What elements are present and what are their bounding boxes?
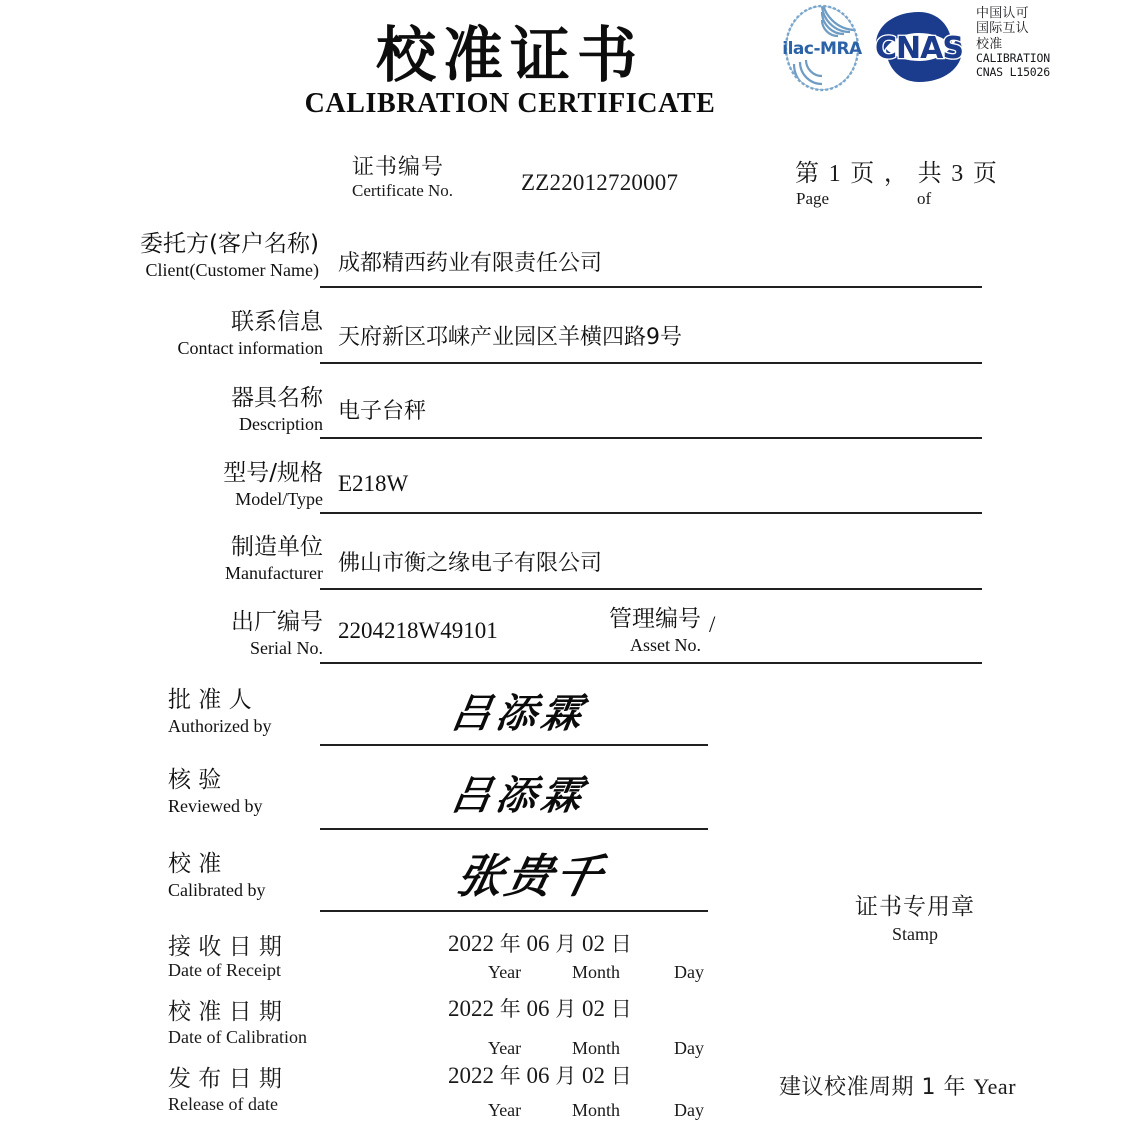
field-rule-serial: [320, 662, 982, 664]
certificate-no-label-en: Certificate No.: [352, 181, 454, 201]
field-label-description: [63, 386, 323, 434]
field-label-manufacturer: [63, 535, 323, 583]
field-label-description-cn: 器具名称: [231, 385, 323, 411]
date-calibration-month-unit: 月: [555, 997, 577, 1021]
date-receipt-year-unit: 年: [499, 932, 521, 956]
date-calibration-unit-month-en: Month: [572, 1038, 621, 1058]
field-label-manufacturer-cn: 制造单位: [231, 534, 323, 560]
date-receipt-unit-day-en: Day: [674, 962, 704, 982]
page-total: 3: [951, 161, 965, 187]
field-label-model-en: Model/Type: [235, 488, 323, 509]
date-label-release-en: Release of date: [168, 1094, 278, 1114]
field-rule-manufacturer: [320, 588, 982, 590]
date-calibration-year: 2022: [448, 996, 494, 1021]
accred-line-4: CALIBRATION: [976, 50, 1050, 65]
field-label-client: [59, 232, 319, 280]
field-rule-model: [320, 512, 982, 514]
date-units-receipt: [448, 962, 748, 982]
field-value-manufacturer: 佛山市衡之缘电子有限公司: [338, 551, 603, 576]
date-release-day-unit: 日: [610, 1064, 632, 1088]
sig-label-authorized: [168, 688, 388, 736]
sig-label-reviewed: [168, 768, 388, 816]
date-receipt-unit-year-en: Year: [488, 962, 522, 982]
date-label-receipt-en: Date of Receipt: [168, 960, 281, 980]
field-label-model-cn: 型号/规格: [223, 460, 323, 486]
date-units-calibration: [448, 1038, 748, 1058]
sig-rule-reviewed: [320, 828, 708, 830]
field-value-serial: 2204218W49101: [338, 618, 498, 643]
date-receipt-year: 2022: [448, 931, 494, 956]
page-label-en: Page: [796, 189, 830, 208]
accred-line-3: 校准: [976, 36, 1003, 52]
date-receipt-day: 02: [582, 931, 605, 956]
accred-line-1: 中国认可: [976, 6, 1029, 21]
date-receipt-month: 06: [526, 931, 550, 956]
calibration-interval-cn: 建议校准周期 1 年: [779, 1075, 966, 1100]
date-release-unit-year-en: Year: [488, 1100, 522, 1120]
page-indicator-en: [795, 189, 1020, 209]
signature-calibrated: 张贵千: [451, 849, 611, 903]
field-label-asset-cn: 管理编号: [609, 606, 701, 632]
field-value-description: 电子台秤: [338, 399, 427, 424]
certificate-title-en: CALIBRATION CERTIFICATE: [304, 88, 716, 119]
accred-line-2: 国际互认: [976, 21, 1029, 37]
field-value-model: E218W: [338, 471, 409, 496]
date-label-receipt-cn: 接 收 日 期: [168, 934, 282, 960]
date-units-release: [448, 1100, 748, 1120]
field-label-model: [63, 461, 323, 509]
certificate-no-label-cn: 证书编号: [352, 155, 445, 180]
field-label-asset-en: Asset No.: [630, 634, 701, 655]
date-label-calibration-cn: 校 准 日 期: [168, 999, 282, 1025]
field-label-contact-cn: 联系信息: [231, 309, 323, 335]
date-receipt-day-unit: 日: [610, 932, 632, 956]
sig-rule-calibrated: [320, 910, 708, 912]
date-receipt-month-unit: 月: [555, 932, 577, 956]
calibration-interval-en: Year: [973, 1074, 1017, 1099]
date-calibration-year-unit: 年: [499, 997, 521, 1021]
date-value-calibration: [448, 993, 632, 1023]
certificate-no-value: ZZ22012720007: [521, 170, 679, 195]
page-comma: ，: [883, 159, 909, 187]
date-value-receipt: [448, 928, 632, 958]
field-label-asset: [501, 607, 701, 655]
date-receipt-unit-month-en: Month: [572, 962, 621, 982]
date-release-unit-month-en: Month: [572, 1100, 621, 1120]
page-prefix-cn: 第: [795, 159, 820, 187]
sig-label-calibrated-cn: 校 准: [168, 851, 222, 877]
date-release-month: 06: [526, 1063, 550, 1088]
stamp-label-en: Stamp: [891, 924, 938, 944]
date-release-year-unit: 年: [499, 1064, 521, 1088]
date-calibration-month: 06: [526, 996, 550, 1021]
field-label-client-en: Client(Customer Name): [145, 259, 319, 280]
date-label-release-cn: 发 布 日 期: [168, 1066, 282, 1092]
sig-rule-authorized: [320, 744, 708, 746]
field-label-serial: [63, 610, 323, 658]
certificate-no-label: [352, 155, 453, 201]
date-calibration-unit-day-en: Day: [674, 1038, 704, 1058]
field-label-contact-en: Contact information: [177, 337, 323, 358]
signature-authorized: 吕添霖: [447, 691, 591, 737]
sig-label-authorized-en: Authorized by: [168, 715, 272, 736]
field-value-contact: 天府新区邛崃产业园区羊横四路9号: [338, 325, 682, 350]
stamp-area: [800, 888, 1030, 945]
svg-text:ilac-MRA: ilac-MRA: [782, 39, 862, 59]
field-rule-contact: [320, 362, 982, 364]
field-rule-client: [320, 286, 982, 288]
calibration-interval: [779, 1070, 1016, 1101]
date-release-day: 02: [582, 1063, 605, 1088]
sig-label-calibrated-en: Calibrated by: [168, 879, 266, 900]
page-total-prefix-cn: 共: [917, 159, 943, 187]
svg-text:CNAS: CNAS: [875, 31, 963, 66]
page-current: 1: [828, 161, 842, 187]
date-release-unit-day-en: Day: [674, 1100, 704, 1120]
field-label-serial-cn: 出厂编号: [231, 609, 323, 635]
field-rule-description: [320, 437, 982, 439]
date-release-month-unit: 月: [555, 1064, 577, 1088]
sig-label-reviewed-cn: 核 验: [168, 767, 222, 793]
page-indicator-cn: [795, 153, 1020, 188]
field-label-contact: [63, 310, 323, 358]
date-calibration-day-unit: 日: [610, 997, 632, 1021]
date-calibration-unit-year-en: Year: [488, 1038, 522, 1058]
date-value-release: [448, 1060, 632, 1090]
field-value-asset: /: [709, 612, 716, 637]
page-of-label-en: of: [917, 189, 932, 208]
sig-label-authorized-cn: 批 准 人: [168, 687, 252, 713]
date-calibration-day: 02: [582, 996, 605, 1021]
stamp-label-cn: 证书专用章: [855, 894, 975, 920]
sig-label-calibrated: [168, 852, 388, 900]
field-label-serial-en: Serial No.: [250, 637, 323, 658]
certificate-title-cn: 校准证书: [376, 21, 644, 91]
field-value-client: 成都精西药业有限责任公司: [338, 251, 603, 276]
date-release-year: 2022: [448, 1063, 494, 1088]
field-label-client-cn: 委托方(客户名称): [140, 231, 319, 257]
field-label-description-en: Description: [239, 413, 323, 434]
signature-reviewed: 吕添霖: [447, 773, 591, 819]
page-total-unit-cn: 页: [972, 159, 998, 187]
page-unit-cn: 页: [850, 159, 876, 187]
accred-line-5: CNAS L15026: [976, 64, 1050, 79]
sig-label-reviewed-en: Reviewed by: [168, 795, 263, 816]
date-label-calibration-en: Date of Calibration: [168, 1027, 307, 1047]
field-label-manufacturer-en: Manufacturer: [225, 562, 323, 583]
page-indicator: [795, 153, 1020, 209]
